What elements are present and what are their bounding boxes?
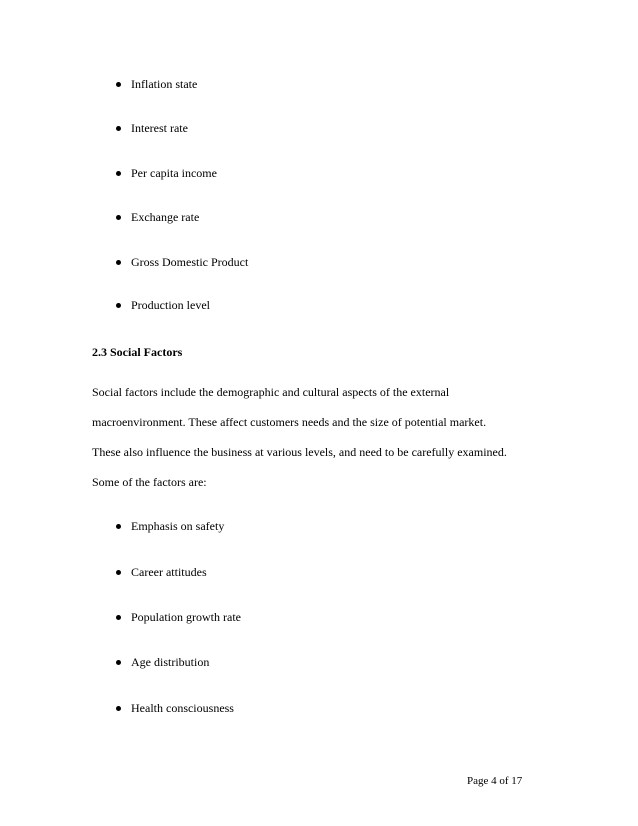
list-item-text: Age distribution bbox=[131, 655, 210, 669]
bullet-icon bbox=[116, 126, 121, 131]
list-item-text: Per capita income bbox=[131, 166, 217, 180]
paragraph-line: macroenvironment. These affect customers needs and the size of potential market. bbox=[92, 415, 487, 429]
bullet-icon bbox=[116, 615, 121, 620]
list-item-text: Interest rate bbox=[131, 121, 188, 135]
bullet-icon bbox=[116, 570, 121, 575]
list-item-text: Exchange rate bbox=[131, 210, 200, 224]
bullet-icon bbox=[116, 260, 121, 265]
bullet-icon bbox=[116, 215, 121, 220]
bullet-icon bbox=[116, 706, 121, 711]
bullet-icon bbox=[116, 660, 121, 665]
bullet-icon bbox=[116, 524, 121, 529]
section-heading: 2.3 Social Factors bbox=[92, 345, 183, 359]
bullet-icon bbox=[116, 303, 121, 308]
page-number: Page 4 of 17 bbox=[467, 775, 523, 787]
paragraph-line: Social factors include the demographic and cultural aspects of the external bbox=[92, 385, 450, 399]
paragraph-line: Some of the factors are: bbox=[92, 475, 207, 489]
bullet-icon bbox=[116, 82, 121, 87]
list-item-text: Production level bbox=[131, 298, 210, 312]
list-item-text: Health consciousness bbox=[131, 701, 234, 715]
list-item-text: Gross Domestic Product bbox=[131, 255, 249, 269]
bullet-icon bbox=[116, 171, 121, 176]
list-item-text: Inflation state bbox=[131, 77, 198, 91]
list-item-text: Emphasis on safety bbox=[131, 519, 225, 533]
list-item-text: Population growth rate bbox=[131, 610, 241, 624]
paragraph-line: These also influence the business at various levels, and need to be carefully examined. bbox=[92, 445, 507, 459]
list-item-text: Career attitudes bbox=[131, 565, 207, 579]
